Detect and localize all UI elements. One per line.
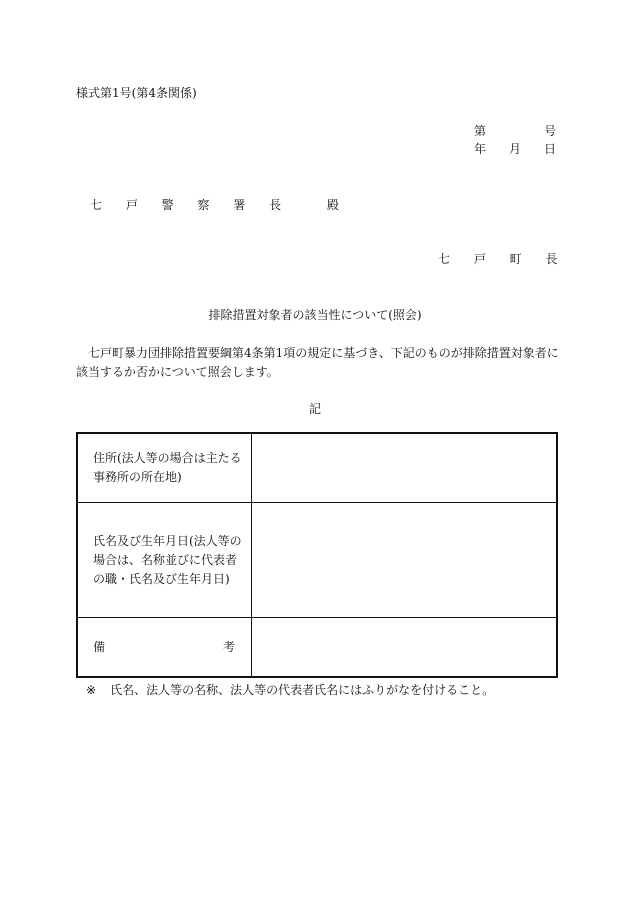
address-label: 住所(法人等の場合は主たる事務所の所在地)	[77, 433, 252, 503]
date-day: 日	[543, 142, 556, 156]
table-row	[77, 433, 557, 503]
body-text: 七戸町暴力団排除措置要綱第4条第1項の規定に基づき、下記のものが排除措置対象者に該当するか否かについて照会します。	[76, 346, 559, 379]
address-field[interactable]	[252, 433, 558, 503]
name-birthdate-label: 氏名及び生年月日(法人等の場合は、名称並びに代表者の職・氏名及び生年月日)	[77, 503, 252, 618]
note-mark: ※	[86, 683, 97, 697]
date-month: 月	[508, 142, 521, 156]
table-row	[77, 618, 557, 678]
ki-heading: 記	[308, 402, 321, 416]
footnote	[86, 681, 494, 698]
remarks-label-right: 考	[222, 639, 235, 654]
note-text: 氏名、法人等の名称、法人等の代表者氏名にはふりがなを付けること。	[110, 683, 495, 697]
name-birthdate-field[interactable]	[252, 503, 558, 618]
form-number: 様式第1号(第4条関係)	[76, 86, 197, 100]
remarks-field[interactable]	[252, 618, 558, 678]
subject-title: 排除措置対象者の該当性について(照会)	[208, 308, 422, 322]
date-line	[474, 140, 556, 157]
addressee: 七 戸 警 察 署 長 殿	[90, 198, 349, 212]
inquiry-table	[76, 432, 558, 678]
table-row	[77, 503, 557, 618]
remarks-label	[77, 618, 252, 678]
number-prefix: 第	[474, 124, 487, 138]
document-number-line	[474, 122, 556, 139]
date-year: 年	[474, 142, 487, 156]
remarks-label-left: 備	[93, 639, 106, 654]
sender: 七 戸 町 長	[438, 252, 568, 266]
number-suffix: 号	[543, 124, 556, 138]
